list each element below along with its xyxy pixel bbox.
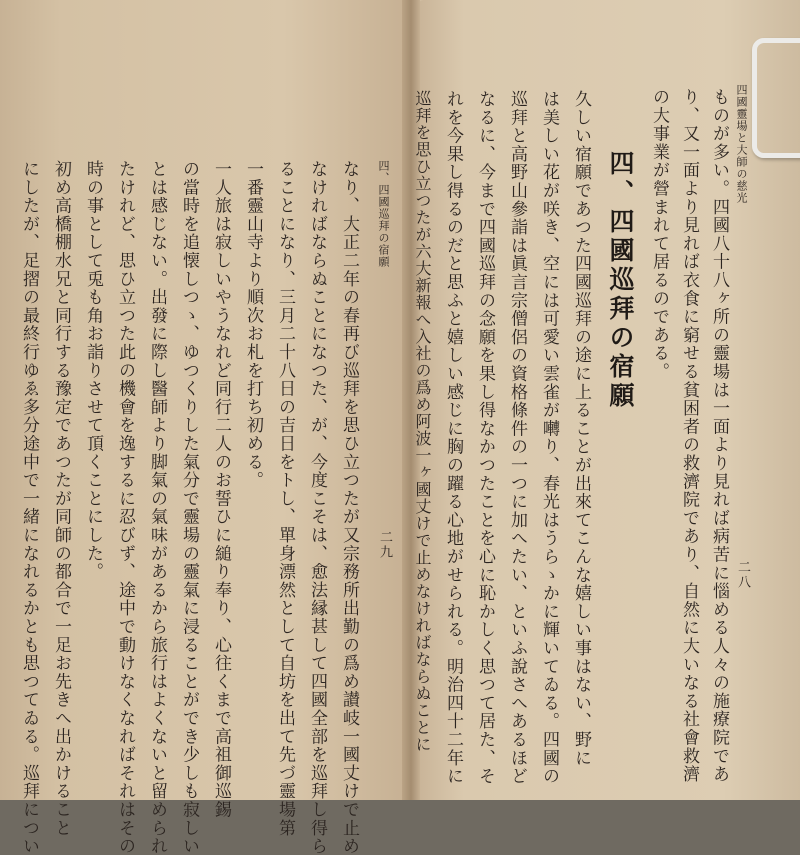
text-column: 一人旅は寂しいやうなれど同行二人のお誓ひに縋り奉り、心往くまで高祖御巡錫: [211, 160, 231, 819]
text-column: は美しい花が咲き、空には可愛い雲雀が囀り、春光はうらゝかに輝いてゐる。四國の: [539, 90, 559, 786]
text-column: の大事業が營まれて居るのである。: [649, 88, 669, 381]
text-column: なるに、今まで四國巡拜の念願を果し得なかつたことを心に恥かしく思つて居た、そ: [475, 90, 495, 786]
right-running-header: 四國靈場と大師の慈光: [735, 84, 748, 204]
text-column: 巡拜を思ひ立つたが六大新報へ入社の爲め阿波一ヶ國丈けで止めなければならぬことに: [413, 90, 432, 753]
left-page-number: 二九: [377, 530, 392, 560]
page-clip: [752, 38, 800, 158]
text-column: なければならぬことになつた、が、今度こそは、愈法縁甚して四國全部を巡拜し得ら: [307, 160, 327, 855]
text-column: ものが多い。四國八十八ヶ所の靈場は一面より見れば病苦に惱める人々の施療院であ: [709, 88, 729, 784]
text-column: り、又一面より見れば衣食に窮せる貧困者の救濟院であり、自然に大いなる社會救濟: [679, 88, 699, 784]
text-column: とは感じない。出發に際し醫師より脚氣の氣味があるから旅行はよくないと留められ: [147, 160, 167, 855]
text-column: にしたが、足摺の最終行ゆゑ多分途中で一緒になれるかとも思つてゐる。巡拜につい: [19, 160, 39, 855]
section-title: 四、四國巡拜の宿願: [606, 150, 635, 411]
text-column: 巡拜と高野山參詣は眞言宗僧侶の資格條件の一つに加へたい、といふ說さへあるほど: [507, 90, 527, 786]
text-column: なり、大正二年の春再び巡拜を思ひ立つたが又宗務所出勤の爲め讃岐一國丈けで止め: [339, 160, 359, 855]
right-page-number: 二八: [735, 560, 750, 590]
text-column: れを今果し得るのだと思ふと嬉しい感じに胸の躍る心地がせられる。明治四十二年に: [443, 90, 463, 786]
text-column: ることになり、三月二十八日の吉日をトし、單身漂然として自坊を出て先づ靈場第: [275, 160, 295, 838]
text-column: の當時を追懐しつゝ、ゆつくりした氣分で靈場の靈氣に浸ることができ少しも寂しい: [179, 160, 199, 855]
left-running-header: 四、四國巡拜の宿願: [377, 160, 390, 268]
text-column: 一番靈山寺より順次お札を打ち初める。: [243, 160, 263, 490]
text-column: たけれど、思ひ立つた此の機會を逸するに忍びず、途中で動けなくなればそれはその: [115, 160, 135, 855]
text-column: 初め高橋棚水兄と同行する豫定であつたが同師の都合で一足お先きへ出かけること: [51, 160, 71, 838]
text-column: 時の事として兎も角お詣りさせて頂くことにした。: [83, 160, 103, 581]
text-column: 久しい宿願であつた四國巡拜の途に上ることが出來てこんな嬉しい事はない、野に: [571, 90, 591, 768]
